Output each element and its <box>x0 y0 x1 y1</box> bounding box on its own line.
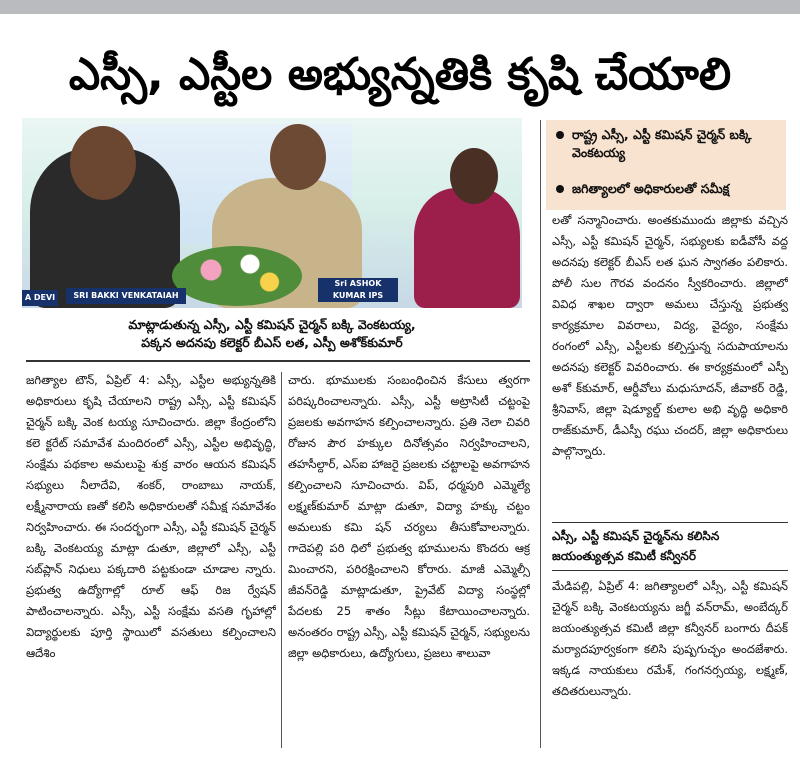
sub-article-heading: ఎస్సీ, ఎస్టీ కమిషన్ చైర్మన్‌ను కలిసిన జయంత్యుత్సవ కమిటీ కన్వీనర్ <box>552 529 720 563</box>
name-plate-center: SRI BAKKI VENKATAIAH <box>66 288 186 304</box>
person-left-head <box>70 126 136 200</box>
top-bar <box>0 0 800 14</box>
highlight-item: జగిత్యాలలో అధికారులతో సమీక్ష <box>556 180 782 198</box>
column-divider <box>281 372 282 748</box>
article-column-3: లతో సన్మానించారు. అంతకుముందు జిల్లాకు వచ్చిన ఎస్సీ, ఎస్టీ కమిషన్ చైర్మన్, సభ్యులకు ఐడీవోసీ వద్ద అదనపు కలెక్టర్ బీఎస్ లత ఘన స్వాగతం పలికారు. పోలీ సుల గౌరవ వందనం స్వీకరించారు. జిల్లాలో వివిధ శాఖల ద్వారా అమలు చేస్తున్న ప్రభుత్వ కార్యక్రమాల వివరాలు, విద్య, వైద్యం, సంక్షేమ రంగంలో ఎస్సీ, ఎస్టీలకు కల్పిస్తున్న సదుపాయాలను అదనపు కలెక్టర్ వివరించారు. ఈ కార్యక్రమంలో ఎస్పీ అశో క్‌కుమార్, ఆర్డీవోలు మధుసూదన్, జీవాకర్ రెడ్డి, శ్రీనివాస్, జిల్లా షెడ్యూల్డ్ కులాల అభి వృద్ధి అధికారి రాజ్‌కుమార్, డీఎస్పీ రఘు చందర్, జిల్లా అధికారులు పాల్గొన్నారు. <box>552 213 788 458</box>
person-right-head <box>450 148 498 204</box>
caption-rule <box>26 360 530 362</box>
name-plate-right: Sri ASHOK KUMAR IPS <box>318 278 398 302</box>
person-right <box>414 188 520 308</box>
sub-article-body: మేడిపల్లి, ఏప్రిల్ 4: జగిత్యాలలో ఎస్సీ, ఎస్టీ కమిషన్ చైర్మన్ బక్కి వెంకటయ్యను జగ్జీ వన్‌రామ్, అంబేద్కర్ జయంత్యుత్సవ కమిటీ జిల్లా కన్వీనర్ బంగారు దీపక్ మర్యాదపూర్వకంగా కలిసి పుష్పగుచ్ఛం అందజేశారు. ఇక్కడ నాయకులు రమేశ్, గంగనర్సయ్య, లక్ష్మణ్, తదితరులున్నారు. <box>552 579 788 698</box>
article-column-1: జగిత్యాల టౌన్, ఏప్రిల్ 4: ఎస్సీ, ఎస్టీల అభ్యున్నతికి అధికారులు కృషి చేయాలని రాష్ట్ర ఎస్సీ, ఎస్టీ కమిషన్ చైర్మన్ బక్కి వెంక టయ్య సూచించారు. జిల్లా కేంద్రంలోని కలె క్టరేట్ సమావేశ మందిరంలో ఎస్సీ, ఎస్టీల అభివృద్ధి, సంక్షేమ పథకాల అమలుపై శుక్ర వారం ఆయన కమిషన్ సభ్యులు నీలాదేవి, శంకర్, రాంబాబు నాయక్, లక్ష్మీనారాయ ణతో కలిసి అధికారులతో సమీక్ష సమావేశం నిర్వహించారు. ఈ సందర్భంగా ఎస్సీ, ఎస్టీ కమిషన్ చైర్మన్ బక్కి వెంకటయ్య మాట్లా డుతూ, జిల్లాలో ఎస్సీ, ఎస్టీ సబ్‌ప్లాన్ నిధులు పక్కదారి పట్టకుండా చూడాల న్నారు. ప్రభుత్వ ఉద్యోగాల్లో రూల్ ఆఫ్ రిజ ర్వేషన్ పాటించాలన్నారు. ఎస్సీ, ఎస్టీ సంక్షేమ వసతి గృహాల్లో విద్యార్థులకు పూర్తి స్థాయిలో వసతులు కల్పించాలని ఆదేశిం <box>26 373 276 660</box>
name-plate-left: A DEVI <box>22 290 58 306</box>
bullet-icon <box>556 131 564 139</box>
subhead-rule-bottom <box>552 570 788 571</box>
flower-bouquet <box>172 246 302 306</box>
headline: ఎస్సీ, ఎస్టీల అభ్యున్నతికి కృషి చేయాలి <box>68 49 732 100</box>
subhead-rule-top <box>552 522 788 523</box>
article-column-2: చారు. భూములకు సంబంధించిన కేసులు త్వరగా పరిష్కరించాలన్నారు. ఎస్సీ, ఎస్టీ అట్రాసిటీ చట్టంపై ప్రజలకు అవగాహన కల్పించాలన్నారు. ప్రతి నెలా చివరి రోజున పౌర హక్కుల దినోత్సవం నిర్వహించాలని, తహసీల్దార్, ఎస్‌ఐ హాజరై ప్రజలకు చట్టాలపై అవగాహన కల్పించాలని సూచించారు. విప్, ధర్మపురి ఎమ్మెల్యే లక్ష్మణ్‌కుమార్ మాట్లా డుతూ, విద్యా హక్కు చట్టం అమలుకు కమి షన్ చర్యలు తీసుకోవాలన్నారు. గాదెపల్లి పరి ధిలో ప్రభుత్వ భూములను కొందరు ఆక్ర మించారని, పరిరక్షించాలని కోరారు. మాజీ ఎమ్మెల్సీ జీవన్‌రెడ్డి మాట్లాడుతూ, ప్రైవేట్ విద్యా సంస్థల్లో పేదలకు 25 శాతం సీట్లు కేటాయించాలన్నారు. అనంతరం రాష్ట్ర ఎస్సీ, ఎస్టీ కమిషన్ చైర్మన్, సభ్యులను జిల్లా అధికారులు, ఉద్యోగులు, ప్రజలు శాలువా <box>288 373 530 660</box>
person-center-head <box>270 124 326 190</box>
highlight-item: రాష్ట్ర ఎస్సీ, ఎస్టీ కమిషన్ చైర్మన్ బక్కి వెంకటయ్య <box>556 126 782 162</box>
photo-caption: మాట్లాడుతున్న ఎస్సీ, ఎస్టీ కమిషన్ చైర్మన్ బక్కి వెంకటయ్య, పక్కన అదనపు కలెక్టర్ బీఎస్ లత, ఎస్పీ అశోక్‌కుమార్ <box>128 317 416 350</box>
news-photo <box>22 118 522 308</box>
bullet-icon <box>556 185 564 193</box>
column-divider <box>540 120 541 748</box>
